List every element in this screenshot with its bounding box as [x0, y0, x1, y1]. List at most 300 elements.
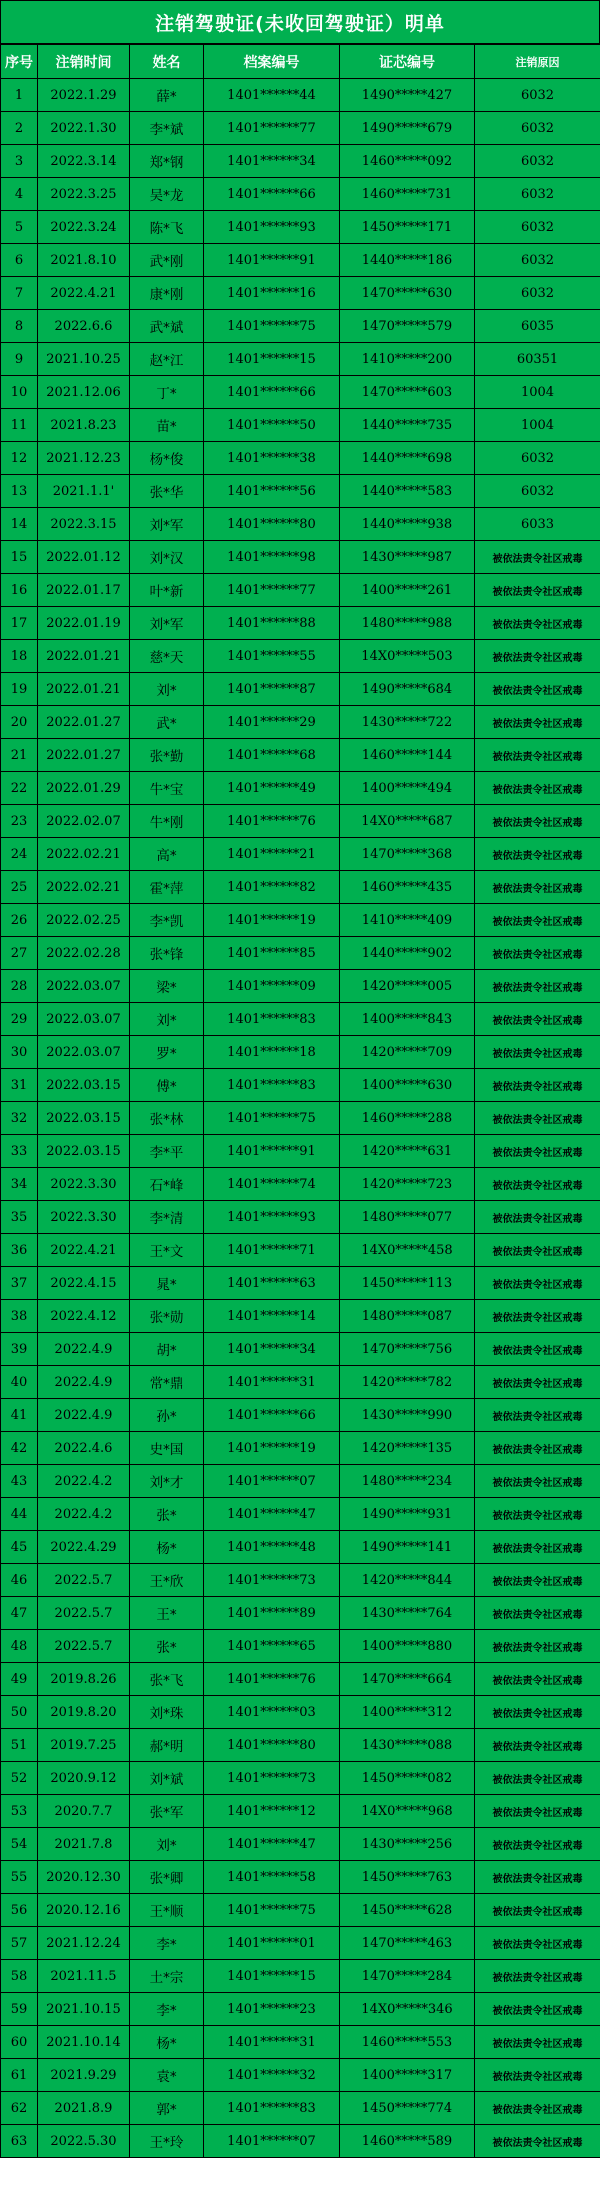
cell-file-number: 1401******19 — [204, 904, 340, 937]
cell-file-number: 1401******83 — [204, 1003, 340, 1036]
cell-index: 51 — [1, 1729, 38, 1762]
cell-chip-number: 1450*****171 — [340, 211, 475, 244]
cell-name: 武*刚 — [130, 244, 204, 277]
column-header-date: 注销时间 — [38, 45, 130, 79]
cell-file-number: 1401******73 — [204, 1762, 340, 1795]
cell-index: 44 — [1, 1498, 38, 1531]
cell-file-number: 1401******56 — [204, 475, 340, 508]
cell-reason: 被依法责令社区戒毒 — [475, 1036, 600, 1069]
cell-date: 2021.8.10 — [38, 244, 130, 277]
cell-date: 2022.02.28 — [38, 937, 130, 970]
cell-chip-number: 1450*****763 — [340, 1861, 475, 1894]
cell-reason: 被依法责令社区戒毒 — [475, 2026, 600, 2059]
cell-date: 2021.11.5 — [38, 1960, 130, 1993]
table-row — [1, 1036, 600, 1069]
cell-file-number: 1401******74 — [204, 1168, 340, 1201]
cell-name: 常*鼎 — [130, 1366, 204, 1399]
cell-file-number: 1401******66 — [204, 178, 340, 211]
cell-file-number: 1401******75 — [204, 310, 340, 343]
table-row — [1, 937, 600, 970]
cell-file-number: 1401******76 — [204, 805, 340, 838]
cell-name: 叶*新 — [130, 574, 204, 607]
cell-chip-number: 1460*****288 — [340, 1102, 475, 1135]
cell-reason: 6032 — [475, 244, 600, 277]
cell-name: 梁* — [130, 970, 204, 1003]
cell-index: 23 — [1, 805, 38, 838]
cell-file-number: 1401******76 — [204, 1663, 340, 1696]
table-row — [1, 706, 600, 739]
cell-reason: 被依法责令社区戒毒 — [475, 970, 600, 1003]
table-row — [1, 178, 600, 211]
table-row — [1, 475, 600, 508]
cell-index: 48 — [1, 1630, 38, 1663]
cell-date: 2022.5.7 — [38, 1564, 130, 1597]
cell-date: 2022.03.15 — [38, 1135, 130, 1168]
cell-index: 32 — [1, 1102, 38, 1135]
table-row — [1, 805, 600, 838]
cell-index: 58 — [1, 1960, 38, 1993]
cell-name: 李* — [130, 1993, 204, 2026]
cell-file-number: 1401******83 — [204, 2092, 340, 2125]
cell-reason: 被依法责令社区戒毒 — [475, 838, 600, 871]
table-row — [1, 1531, 600, 1564]
cell-reason: 被依法责令社区戒毒 — [475, 1333, 600, 1366]
table-row — [1, 343, 600, 376]
cell-date: 2022.4.6 — [38, 1432, 130, 1465]
cell-reason: 被依法责令社区戒毒 — [475, 1201, 600, 1234]
column-header-index: 序号 — [1, 45, 38, 79]
cell-index: 61 — [1, 2059, 38, 2092]
cell-name: 刘*汉 — [130, 541, 204, 574]
cell-chip-number: 1470*****630 — [340, 277, 475, 310]
cell-chip-number: 1490*****684 — [340, 673, 475, 706]
table-row — [1, 1927, 600, 1960]
cell-reason: 被依法责令社区戒毒 — [475, 1003, 600, 1036]
cell-date: 2019.7.25 — [38, 1729, 130, 1762]
cell-date: 2021.9.29 — [38, 2059, 130, 2092]
cell-date: 2021.10.25 — [38, 343, 130, 376]
cell-index: 30 — [1, 1036, 38, 1069]
cell-file-number: 1401******29 — [204, 706, 340, 739]
cell-file-number: 1401******31 — [204, 1366, 340, 1399]
cell-reason: 被依法责令社区戒毒 — [475, 1564, 600, 1597]
cell-index: 22 — [1, 772, 38, 805]
table-row — [1, 1630, 600, 1663]
cell-chip-number: 1490*****679 — [340, 112, 475, 145]
cell-name: 杨* — [130, 2026, 204, 2059]
cell-file-number: 1401******18 — [204, 1036, 340, 1069]
cell-date: 2022.3.30 — [38, 1168, 130, 1201]
cell-date: 2022.5.7 — [38, 1630, 130, 1663]
cell-chip-number: 1440*****698 — [340, 442, 475, 475]
cell-name: 杨* — [130, 1531, 204, 1564]
cell-date: 2022.4.29 — [38, 1531, 130, 1564]
table-row — [1, 871, 600, 904]
cell-chip-number: 1440*****938 — [340, 508, 475, 541]
cell-name: 刘* — [130, 1828, 204, 1861]
cell-file-number: 1401******65 — [204, 1630, 340, 1663]
cell-date: 2022.01.12 — [38, 541, 130, 574]
cell-name: 霍*萍 — [130, 871, 204, 904]
cell-index: 36 — [1, 1234, 38, 1267]
cell-date: 2022.4.12 — [38, 1300, 130, 1333]
cell-chip-number: 1470*****284 — [340, 1960, 475, 1993]
cell-date: 2022.3.30 — [38, 1201, 130, 1234]
cell-chip-number: 1480*****077 — [340, 1201, 475, 1234]
cell-date: 2022.03.15 — [38, 1102, 130, 1135]
cell-file-number: 1401******50 — [204, 409, 340, 442]
cell-date: 2022.4.21 — [38, 1234, 130, 1267]
cell-reason: 6033 — [475, 508, 600, 541]
cell-chip-number: 1410*****200 — [340, 343, 475, 376]
cell-chip-number: 1410*****409 — [340, 904, 475, 937]
cell-date: 2021.1.1' — [38, 475, 130, 508]
cell-reason: 被依法责令社区戒毒 — [475, 1597, 600, 1630]
table-row — [1, 673, 600, 706]
table-row — [1, 1201, 600, 1234]
table-row — [1, 1267, 600, 1300]
table-row — [1, 1597, 600, 1630]
cell-file-number: 1401******34 — [204, 145, 340, 178]
cell-chip-number: 1470*****463 — [340, 1927, 475, 1960]
cell-date: 2021.7.8 — [38, 1828, 130, 1861]
cell-file-number: 1401******87 — [204, 673, 340, 706]
cell-file-number: 1401******58 — [204, 1861, 340, 1894]
cell-file-number: 1401******16 — [204, 277, 340, 310]
cell-reason: 被依法责令社区戒毒 — [475, 1993, 600, 2026]
cell-file-number: 1401******15 — [204, 1960, 340, 1993]
cell-reason: 被依法责令社区戒毒 — [475, 607, 600, 640]
cell-reason: 被依法责令社区戒毒 — [475, 2059, 600, 2092]
cell-reason: 被依法责令社区戒毒 — [475, 706, 600, 739]
cell-reason: 被依法责令社区戒毒 — [475, 1960, 600, 1993]
cell-date: 2022.01.29 — [38, 772, 130, 805]
cell-index: 60 — [1, 2026, 38, 2059]
cell-name: 张*卿 — [130, 1861, 204, 1894]
cell-index: 40 — [1, 1366, 38, 1399]
cell-reason: 6032 — [475, 145, 600, 178]
cell-date: 2022.4.15 — [38, 1267, 130, 1300]
cell-reason: 被依法责令社区戒毒 — [475, 1828, 600, 1861]
cell-chip-number: 1430*****722 — [340, 706, 475, 739]
cell-chip-number: 1460*****553 — [340, 2026, 475, 2059]
cell-index: 49 — [1, 1663, 38, 1696]
table-row — [1, 1432, 600, 1465]
cell-name: 牛*宝 — [130, 772, 204, 805]
cell-reason: 被依法责令社区戒毒 — [475, 2125, 600, 2158]
cell-reason: 6032 — [475, 475, 600, 508]
cell-reason: 被依法责令社区戒毒 — [475, 1630, 600, 1663]
table-row — [1, 1663, 600, 1696]
cell-date: 2022.6.6 — [38, 310, 130, 343]
cell-name: 张* — [130, 1630, 204, 1663]
cell-chip-number: 14X0*****503 — [340, 640, 475, 673]
cell-index: 47 — [1, 1597, 38, 1630]
cell-name: 李* — [130, 1927, 204, 1960]
cell-date: 2022.01.17 — [38, 574, 130, 607]
cell-index: 7 — [1, 277, 38, 310]
column-header-name: 姓名 — [130, 45, 204, 79]
table-row — [1, 1960, 600, 1993]
cell-date: 2021.10.15 — [38, 1993, 130, 2026]
cell-file-number: 1401******71 — [204, 1234, 340, 1267]
table-row — [1, 1762, 600, 1795]
cell-date: 2022.01.21 — [38, 640, 130, 673]
cell-chip-number: 14X0*****968 — [340, 1795, 475, 1828]
cell-index: 4 — [1, 178, 38, 211]
table-row — [1, 1333, 600, 1366]
cell-chip-number: 1470*****756 — [340, 1333, 475, 1366]
cell-name: 袁* — [130, 2059, 204, 2092]
cell-name: 武*斌 — [130, 310, 204, 343]
cell-reason: 被依法责令社区戒毒 — [475, 541, 600, 574]
cell-name: 武* — [130, 706, 204, 739]
cell-file-number: 1401******09 — [204, 970, 340, 1003]
cell-date: 2022.4.2 — [38, 1498, 130, 1531]
cell-date: 2022.4.2 — [38, 1465, 130, 1498]
cell-index: 28 — [1, 970, 38, 1003]
cell-chip-number: 14X0*****346 — [340, 1993, 475, 2026]
cell-index: 1 — [1, 79, 38, 112]
cell-chip-number: 1430*****088 — [340, 1729, 475, 1762]
cell-file-number: 1401******80 — [204, 1729, 340, 1762]
cell-index: 21 — [1, 739, 38, 772]
cell-name: 张*林 — [130, 1102, 204, 1135]
cell-reason: 被依法责令社区戒毒 — [475, 1927, 600, 1960]
cell-reason: 被依法责令社区戒毒 — [475, 2092, 600, 2125]
cell-index: 62 — [1, 2092, 38, 2125]
cell-name: 李*平 — [130, 1135, 204, 1168]
cell-index: 50 — [1, 1696, 38, 1729]
cell-index: 12 — [1, 442, 38, 475]
cell-file-number: 1401******15 — [204, 343, 340, 376]
cell-name: 刘*军 — [130, 508, 204, 541]
cell-reason: 60351 — [475, 343, 600, 376]
cell-reason: 被依法责令社区戒毒 — [475, 1531, 600, 1564]
cell-reason: 被依法责令社区戒毒 — [475, 1366, 600, 1399]
table-row — [1, 1399, 600, 1432]
cell-index: 3 — [1, 145, 38, 178]
cell-chip-number: 1490*****931 — [340, 1498, 475, 1531]
cell-date: 2020.12.16 — [38, 1894, 130, 1927]
cell-date: 2022.4.9 — [38, 1366, 130, 1399]
cell-chip-number: 1430*****256 — [340, 1828, 475, 1861]
cell-chip-number: 1460*****092 — [340, 145, 475, 178]
cell-date: 2022.1.30 — [38, 112, 130, 145]
cell-chip-number: 1460*****144 — [340, 739, 475, 772]
table-row — [1, 244, 600, 277]
cell-chip-number: 1460*****435 — [340, 871, 475, 904]
table-row — [1, 442, 600, 475]
table-row — [1, 2125, 600, 2158]
cell-name: 王*欣 — [130, 1564, 204, 1597]
cell-index: 54 — [1, 1828, 38, 1861]
cell-name: 王*文 — [130, 1234, 204, 1267]
cell-name: 慈*天 — [130, 640, 204, 673]
cell-name: 王* — [130, 1597, 204, 1630]
cell-reason: 6032 — [475, 277, 600, 310]
cell-name: 王*顺 — [130, 1894, 204, 1927]
cell-chip-number: 1430*****987 — [340, 541, 475, 574]
cell-index: 31 — [1, 1069, 38, 1102]
cell-index: 26 — [1, 904, 38, 937]
cell-name: 郝*明 — [130, 1729, 204, 1762]
cell-index: 2 — [1, 112, 38, 145]
cell-chip-number: 1440*****186 — [340, 244, 475, 277]
column-header-reason: 注销原因 — [475, 45, 600, 79]
cell-reason: 被依法责令社区戒毒 — [475, 739, 600, 772]
cell-name: 康*刚 — [130, 277, 204, 310]
table-row — [1, 1729, 600, 1762]
cell-file-number: 1401******03 — [204, 1696, 340, 1729]
table-row — [1, 1696, 600, 1729]
cell-reason: 被依法责令社区戒毒 — [475, 904, 600, 937]
table-row — [1, 1795, 600, 1828]
cell-reason: 6035 — [475, 310, 600, 343]
cell-file-number: 1401******75 — [204, 1894, 340, 1927]
table-row — [1, 2059, 600, 2092]
cell-index: 38 — [1, 1300, 38, 1333]
sheet-title: 注销驾驶证(未收回驾驶证）明单 — [0, 0, 600, 44]
cell-reason: 被依法责令社区戒毒 — [475, 937, 600, 970]
cell-chip-number: 1430*****764 — [340, 1597, 475, 1630]
cell-index: 33 — [1, 1135, 38, 1168]
cell-chip-number: 1400*****494 — [340, 772, 475, 805]
cell-name: 刘* — [130, 673, 204, 706]
cell-chip-number: 1420*****005 — [340, 970, 475, 1003]
cell-chip-number: 1400*****843 — [340, 1003, 475, 1036]
table-row — [1, 1861, 600, 1894]
cell-chip-number: 1430*****990 — [340, 1399, 475, 1432]
column-header-chip-number: 证芯编号 — [340, 45, 475, 79]
cell-index: 39 — [1, 1333, 38, 1366]
cell-reason: 被依法责令社区戒毒 — [475, 1432, 600, 1465]
cell-file-number: 1401******68 — [204, 739, 340, 772]
cell-reason: 被依法责令社区戒毒 — [475, 673, 600, 706]
cell-file-number: 1401******31 — [204, 2026, 340, 2059]
cell-index: 20 — [1, 706, 38, 739]
cell-date: 2021.8.9 — [38, 2092, 130, 2125]
cell-reason: 被依法责令社区戒毒 — [475, 1861, 600, 1894]
cell-date: 2022.02.21 — [38, 838, 130, 871]
cell-index: 45 — [1, 1531, 38, 1564]
cell-name: 傅* — [130, 1069, 204, 1102]
table-row — [1, 1069, 600, 1102]
cell-date: 2019.8.26 — [38, 1663, 130, 1696]
cell-file-number: 1401******82 — [204, 871, 340, 904]
cell-file-number: 1401******66 — [204, 1399, 340, 1432]
cell-reason: 被依法责令社区戒毒 — [475, 1168, 600, 1201]
cell-chip-number: 1460*****589 — [340, 2125, 475, 2158]
cell-name: 刘*才 — [130, 1465, 204, 1498]
cell-reason: 被依法责令社区戒毒 — [475, 1795, 600, 1828]
cell-index: 11 — [1, 409, 38, 442]
cell-index: 63 — [1, 2125, 38, 2158]
cell-chip-number: 1400*****261 — [340, 574, 475, 607]
cell-file-number: 1401******21 — [204, 838, 340, 871]
table-row — [1, 376, 600, 409]
cell-chip-number: 1450*****774 — [340, 2092, 475, 2125]
cell-file-number: 1401******66 — [204, 376, 340, 409]
cell-index: 53 — [1, 1795, 38, 1828]
table-row — [1, 1993, 600, 2026]
cell-reason: 被依法责令社区戒毒 — [475, 640, 600, 673]
table-row — [1, 739, 600, 772]
table-row — [1, 79, 600, 112]
cell-index: 13 — [1, 475, 38, 508]
cell-index: 43 — [1, 1465, 38, 1498]
table-row — [1, 1498, 600, 1531]
cell-date: 2022.01.27 — [38, 706, 130, 739]
cell-chip-number: 1480*****087 — [340, 1300, 475, 1333]
cell-date: 2022.03.07 — [38, 1003, 130, 1036]
cell-date: 2022.3.25 — [38, 178, 130, 211]
cell-file-number: 1401******07 — [204, 2125, 340, 2158]
cell-index: 10 — [1, 376, 38, 409]
table-row — [1, 145, 600, 178]
header-row — [1, 45, 600, 79]
cell-file-number: 1401******38 — [204, 442, 340, 475]
cell-date: 2022.4.9 — [38, 1399, 130, 1432]
table-row — [1, 970, 600, 1003]
cell-index: 52 — [1, 1762, 38, 1795]
cell-index: 46 — [1, 1564, 38, 1597]
cell-date: 2020.12.30 — [38, 1861, 130, 1894]
cell-chip-number: 1470*****603 — [340, 376, 475, 409]
cell-date: 2019.8.20 — [38, 1696, 130, 1729]
table-row — [1, 2092, 600, 2125]
cell-file-number: 1401******44 — [204, 79, 340, 112]
cell-name: 杨*俊 — [130, 442, 204, 475]
cell-file-number: 1401******91 — [204, 1135, 340, 1168]
cell-date: 2022.3.24 — [38, 211, 130, 244]
cell-chip-number: 1400*****880 — [340, 1630, 475, 1663]
table-row — [1, 772, 600, 805]
cell-chip-number: 1470*****368 — [340, 838, 475, 871]
cell-reason: 被依法责令社区戒毒 — [475, 1300, 600, 1333]
cell-date: 2022.4.21 — [38, 277, 130, 310]
cell-name: 张*华 — [130, 475, 204, 508]
cell-date: 2022.3.15 — [38, 508, 130, 541]
cell-reason: 被依法责令社区戒毒 — [475, 1696, 600, 1729]
cell-name: 郭* — [130, 2092, 204, 2125]
cell-reason: 被依法责令社区戒毒 — [475, 1102, 600, 1135]
cell-reason: 被依法责令社区戒毒 — [475, 1894, 600, 1927]
cell-index: 15 — [1, 541, 38, 574]
cell-file-number: 1401******47 — [204, 1498, 340, 1531]
cell-date: 2022.1.29 — [38, 79, 130, 112]
cell-file-number: 1401******85 — [204, 937, 340, 970]
cell-index: 16 — [1, 574, 38, 607]
cell-index: 18 — [1, 640, 38, 673]
cell-index: 29 — [1, 1003, 38, 1036]
cell-chip-number: 1490*****427 — [340, 79, 475, 112]
cell-file-number: 1401******14 — [204, 1300, 340, 1333]
cell-file-number: 1401******80 — [204, 508, 340, 541]
cell-file-number: 1401******19 — [204, 1432, 340, 1465]
cell-file-number: 1401******77 — [204, 574, 340, 607]
cell-index: 55 — [1, 1861, 38, 1894]
cell-file-number: 1401******23 — [204, 1993, 340, 2026]
cell-date: 2021.12.24 — [38, 1927, 130, 1960]
cell-reason: 1004 — [475, 409, 600, 442]
cell-file-number: 1401******88 — [204, 607, 340, 640]
cell-file-number: 1401******93 — [204, 1201, 340, 1234]
column-header-file-number: 档案编号 — [204, 45, 340, 79]
cell-chip-number: 1420*****723 — [340, 1168, 475, 1201]
cell-index: 41 — [1, 1399, 38, 1432]
cell-reason: 被依法责令社区戒毒 — [475, 1729, 600, 1762]
